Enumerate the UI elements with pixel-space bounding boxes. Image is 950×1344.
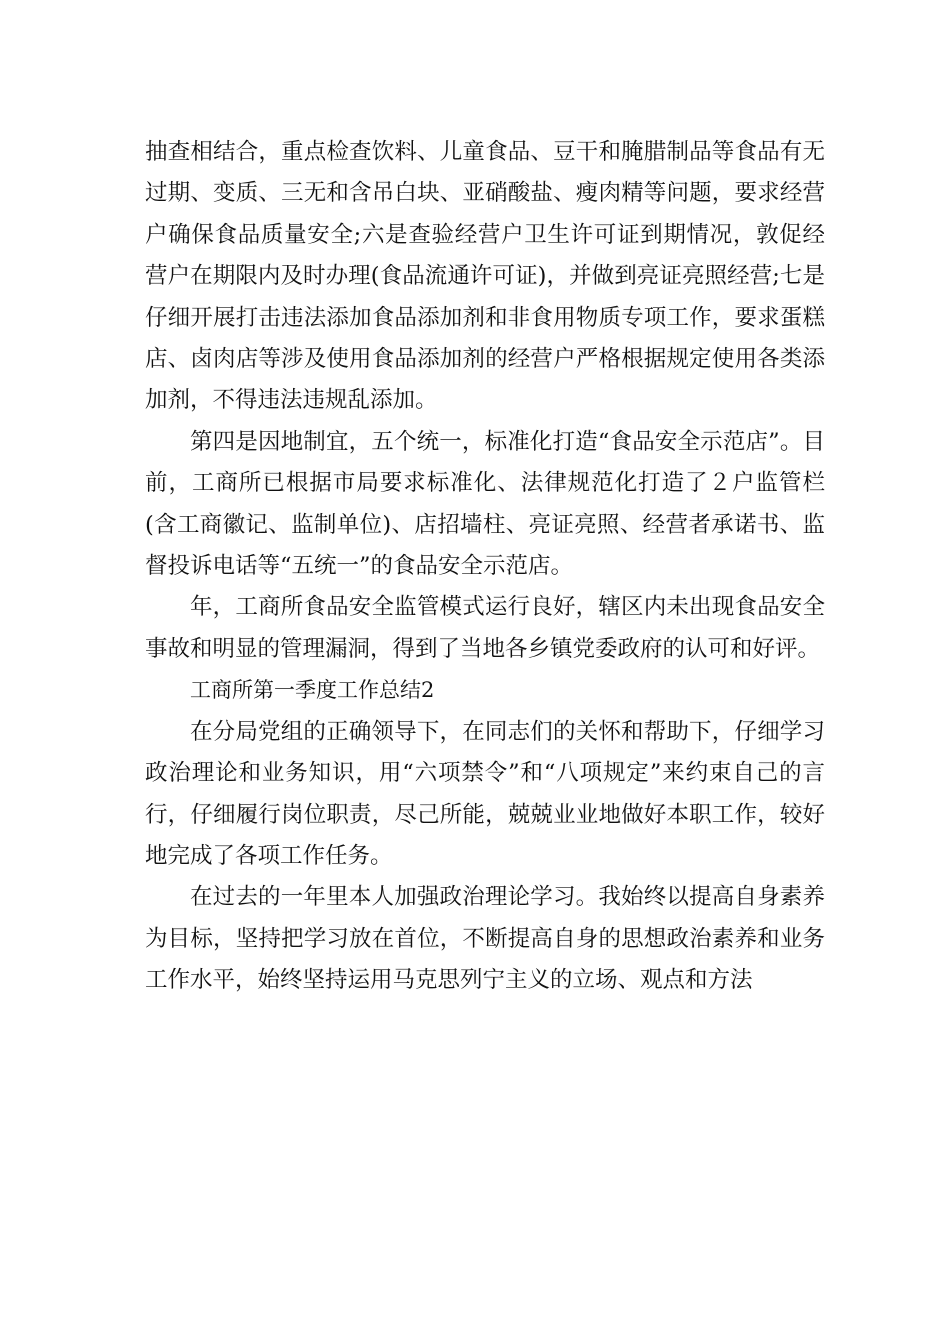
paragraph-point-four: 第四是因地制宜，五个统一，标准化打造“食品安全示范店”。目前，工商所已根据市局要求标准化、法律规范化打造了２户监管栏(含工商徽记、监制单位)、店招墙柱、亮证亮照、经营者承诺书、监督投诉电话等“五统一”的食品安全示范店。 [145, 428, 825, 580]
paragraph-continued: 抽查相结合，重点检查饮料、儿童食品、豆干和腌腊制品等食品有无过期、变质、三无和含吊白块、亚硝酸盐、瘦肉精等问题，要求经营户确保食品质量安全;六是查验经营户卫生许可证到期情况，敦促经营户在期限内及时办理(食品流通许可证)，并做到亮证亮照经营;七是仔细开展打击违法添加食品添加剂和非食用物质专项工作，要求蛋糕店、卤肉店等涉及使用食品添加剂的经营户严格根据规定使用各类添加剂，不得违法违规乱添加。 [145, 139, 825, 414]
section-heading: 工商所第一季度工作总结2 [190, 678, 435, 703]
paragraph-political-study: 在过去的一年里本人加强政治理论学习。我始终以提高自身素养为目标，坚持把学习放在首位，不断提高自身的思想政治素养和业务工作水平，始终坚持运用马克思列宁主义的立场、观点和方法 [145, 884, 825, 994]
document-body [145, 132, 825, 1002]
paragraph-intro: 在分局党组的正确领导下，在同志们的关怀和帮助下，仔细学习政治理论和业务知识，用“六项禁令”和“八项规定”来约束自己的言行，仔细履行岗位职责，尽己所能，兢兢业业地做好本职工作，较好地完成了各项工作任务。 [145, 718, 825, 869]
paragraph-year-summary: 年，工商所食品安全监管模式运行良好，辖区内未出现食品安全事故和明显的管理漏洞，得到了当地各乡镇党委政府的认可和好评。 [145, 594, 825, 662]
